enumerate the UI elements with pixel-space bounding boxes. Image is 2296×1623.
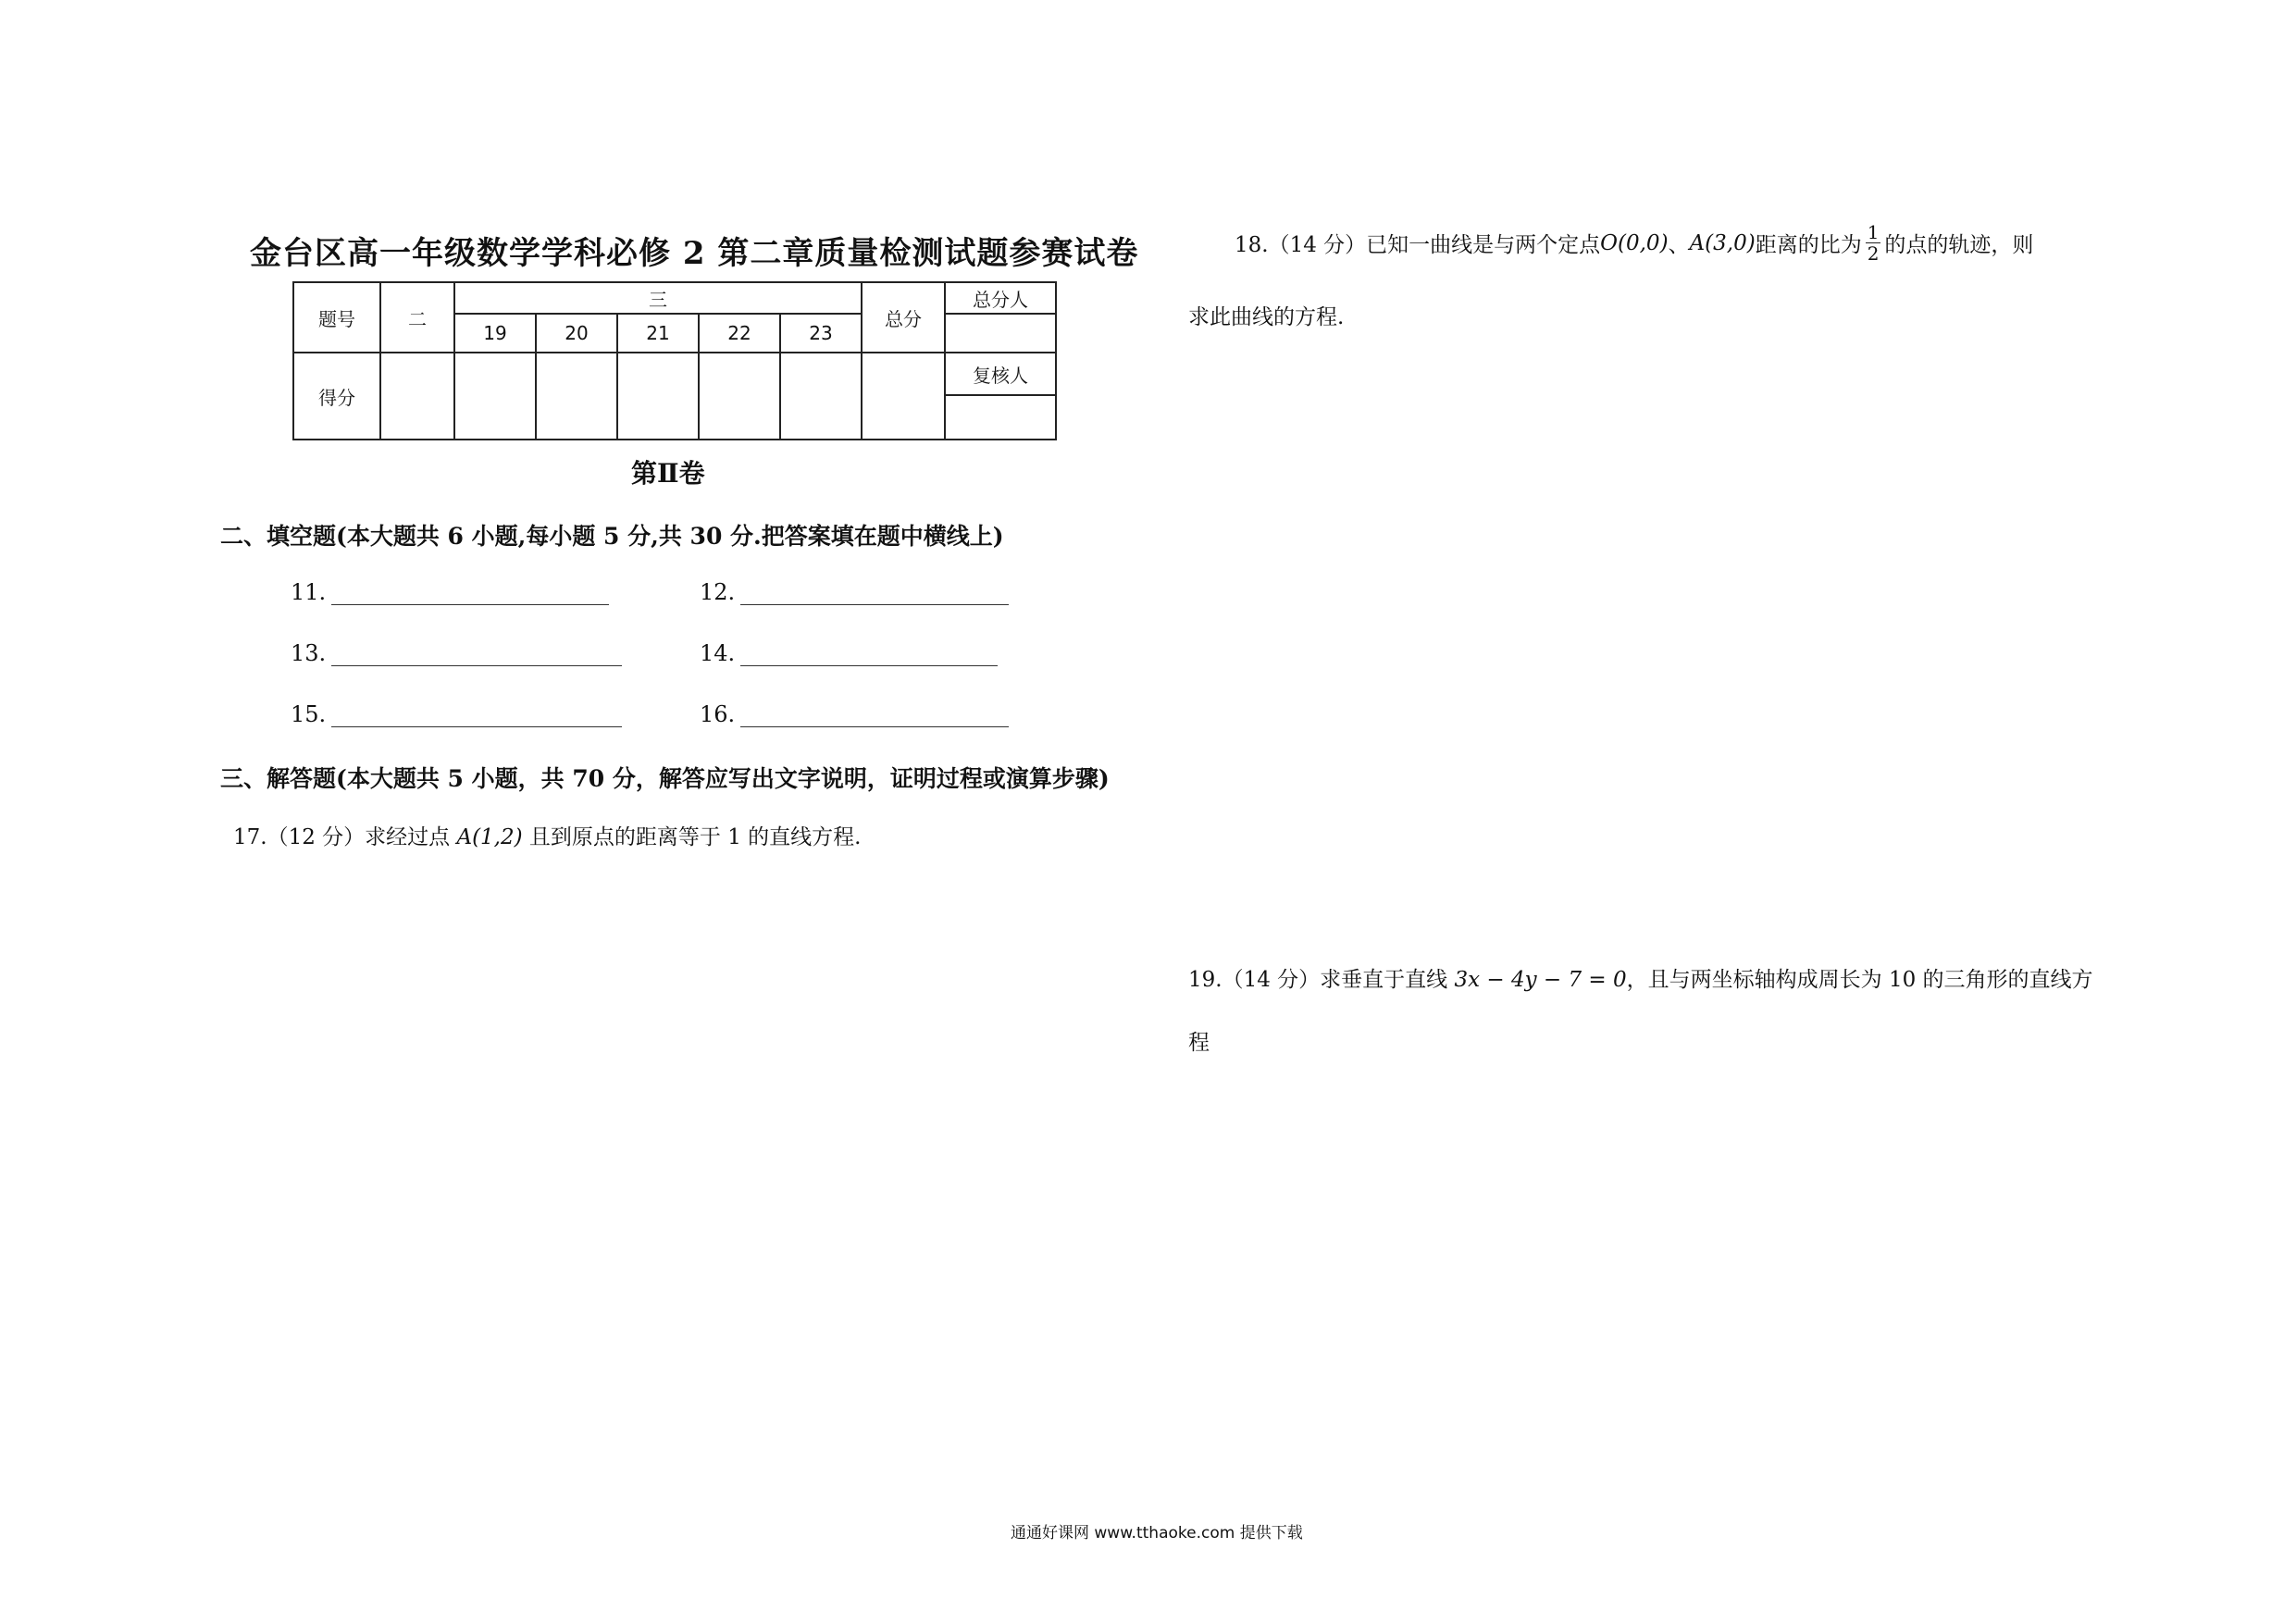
math-point: A(3,0)	[1689, 230, 1756, 255]
question-number: 19	[454, 314, 536, 353]
question-18	[1235, 222, 2033, 264]
math-equation: 3x − 4y − 7 = 0	[1454, 968, 1627, 992]
math-point: A(1,2)	[456, 825, 523, 849]
score-table	[292, 281, 1057, 440]
fraction-denominator: 2	[1867, 242, 1880, 265]
question-text: 的点的轨迹，则	[1884, 233, 2034, 257]
blank-12[interactable]	[700, 579, 1009, 605]
question-text: 距离的比为	[1755, 233, 1862, 257]
question-text: 、	[1668, 233, 1690, 257]
answer-line[interactable]	[740, 704, 1009, 727]
row-header-question: 题号	[293, 282, 380, 353]
blank-16[interactable]	[700, 701, 1009, 727]
blank-number: 11.	[291, 579, 327, 605]
fraction-numerator: 1	[1867, 221, 1880, 243]
question-number: 20	[536, 314, 617, 353]
score-cell-q22[interactable]	[699, 353, 780, 440]
section-three-header: 三	[454, 282, 862, 314]
section-three-heading: 三、解答题(本大题共 5 小题，共 70 分，解答应写出文字说明，证明过程或演算步骤)	[220, 765, 1110, 792]
question-text: 19.（14 分）求垂直于直线	[1188, 968, 1455, 992]
page-footer: 通通好课网 www.tthaoke.com 提供下载	[1011, 1524, 1303, 1542]
blank-13[interactable]	[291, 640, 622, 666]
question-text: 且到原点的距离等于 1 的直线方程.	[522, 825, 862, 849]
exam-title: 金台区高一年级数学学科必修 2 第二章质量检测试题参赛试卷	[250, 235, 1139, 272]
blank-11[interactable]	[291, 579, 609, 605]
blank-14[interactable]	[700, 640, 998, 666]
scorer-signature-cell[interactable]	[945, 314, 1056, 353]
reviewer-label: 复核人	[945, 353, 1056, 395]
answer-line[interactable]	[331, 643, 622, 666]
blank-15[interactable]	[291, 701, 622, 727]
question-18-line-2: 求此曲线的方程.	[1188, 305, 1345, 329]
score-cell-q23[interactable]	[780, 353, 862, 440]
question-number: 21	[617, 314, 699, 353]
answer-line[interactable]	[331, 704, 622, 727]
question-text: ，且与两坐标轴构成周长为 10 的三角形的直线方	[1626, 968, 2093, 992]
question-text: 17.（12 分）求经过点	[233, 825, 457, 849]
question-number: 22	[699, 314, 780, 353]
scorer-label: 总分人	[945, 282, 1056, 314]
total-header: 总分	[862, 282, 945, 353]
score-cell-section-two[interactable]	[380, 353, 454, 440]
volume-title: 第Ⅱ卷	[631, 458, 705, 489]
answer-line[interactable]	[740, 582, 1009, 605]
row-header-score: 得分	[293, 353, 380, 440]
blank-number: 13.	[291, 640, 327, 666]
answer-line[interactable]	[740, 643, 998, 666]
blank-number: 12.	[700, 579, 736, 605]
reviewer-signature-cell[interactable]	[945, 395, 1056, 440]
question-text: 18.（14 分）已知一曲线是与两个定点	[1235, 233, 1601, 257]
section-two-heading: 二、填空题(本大题共 6 小题,每小题 5 分,共 30 分.把答案填在题中横线上)	[220, 523, 1004, 550]
section-two-header: 二	[380, 282, 454, 353]
blank-number: 15.	[291, 701, 327, 727]
math-point: O(0,0)	[1600, 230, 1669, 255]
answer-line[interactable]	[331, 582, 609, 605]
question-17	[233, 820, 862, 850]
score-cell-q19[interactable]	[454, 353, 536, 440]
question-19-line-2: 程	[1188, 1031, 1210, 1055]
math-fraction	[1866, 222, 1881, 264]
blank-number: 14.	[700, 640, 736, 666]
score-cell-total[interactable]	[862, 353, 945, 440]
blank-number: 16.	[700, 701, 736, 727]
score-cell-q21[interactable]	[617, 353, 699, 440]
question-number: 23	[780, 314, 862, 353]
score-cell-q20[interactable]	[536, 353, 617, 440]
question-19	[1188, 962, 2093, 993]
